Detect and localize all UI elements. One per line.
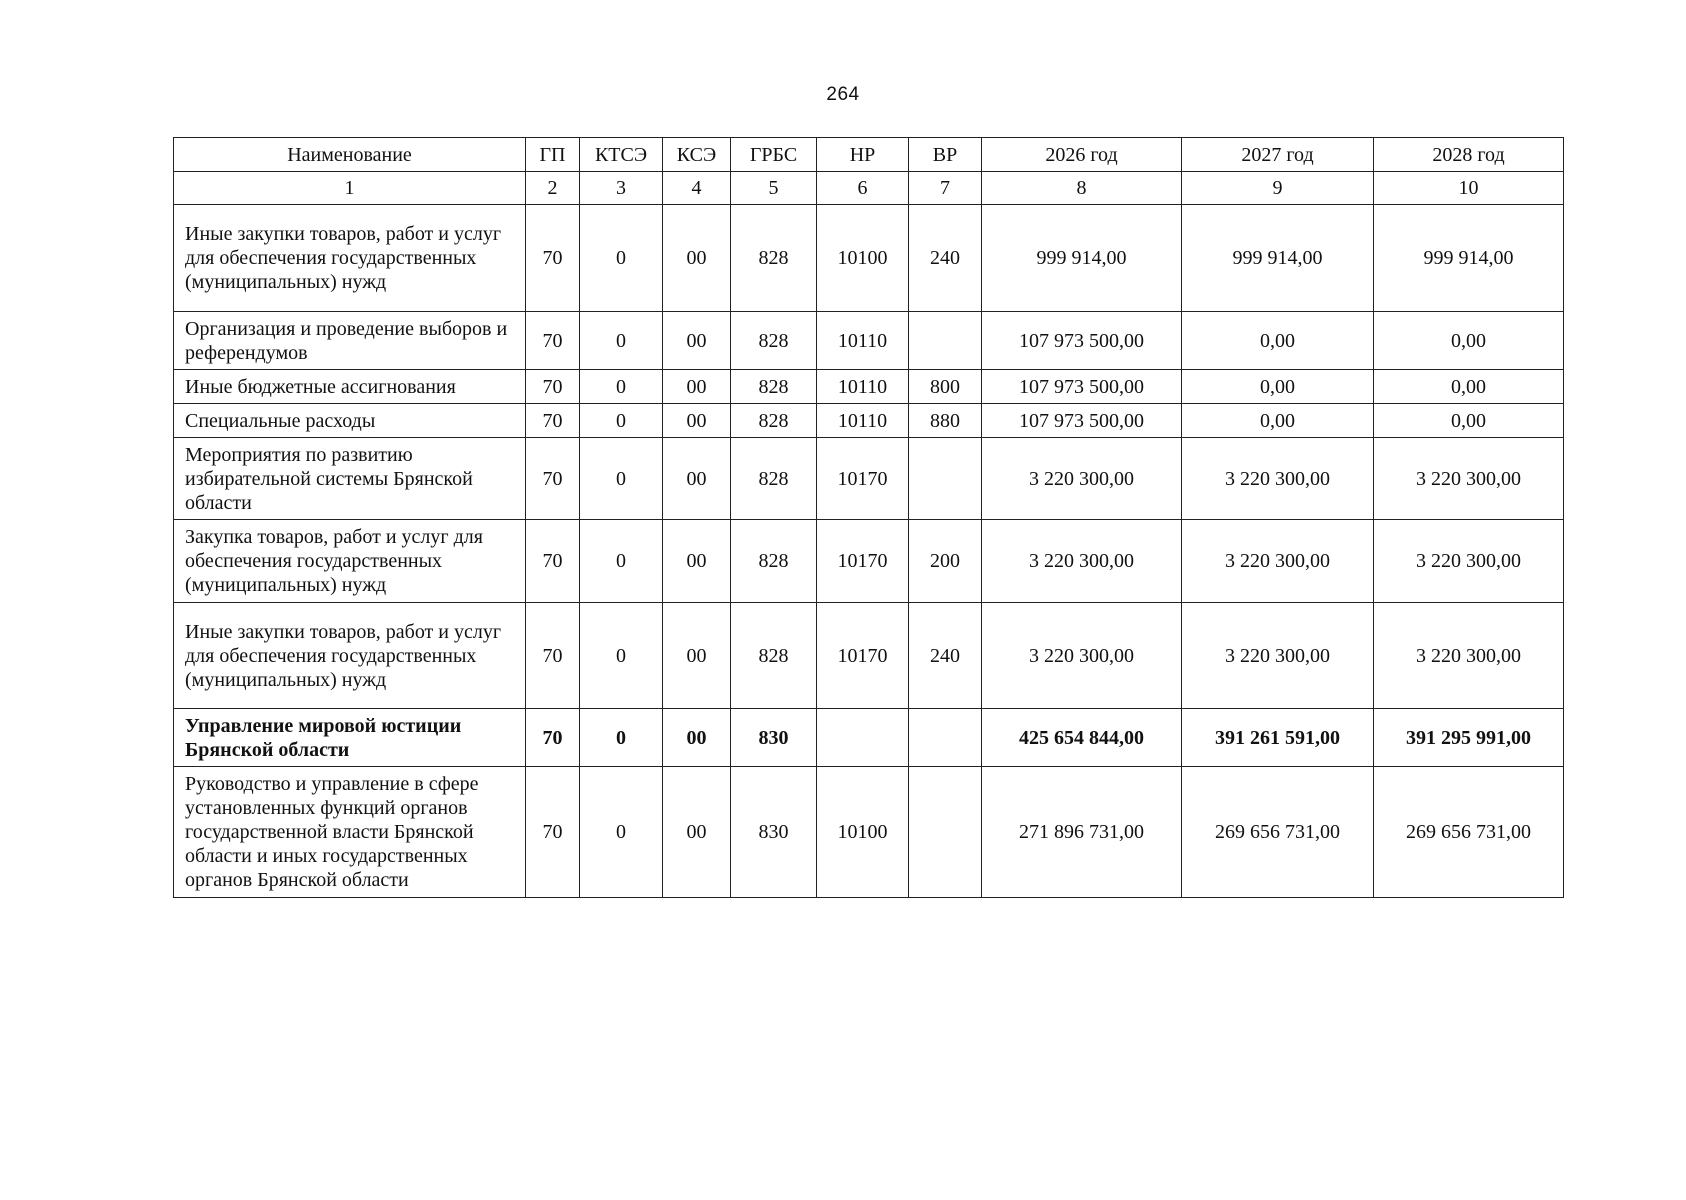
row-name-cell: Управление мировой юстиции Брянской области	[174, 709, 526, 767]
budget-table	[173, 137, 1564, 898]
grbs-cell: 830	[731, 709, 817, 767]
nr-cell: 10170	[817, 438, 909, 520]
amount-2028-cell: 269 656 731,00	[1374, 767, 1564, 898]
amount-2026-cell: 271 896 731,00	[982, 767, 1182, 898]
row-name-cell: Организация и проведение выборов и референдумов	[174, 312, 526, 370]
kse-cell: 00	[663, 404, 731, 438]
ktse-cell: 0	[580, 404, 663, 438]
table-row	[174, 767, 1564, 898]
row-name-cell: Закупка товаров, работ и услуг для обеспечения государственных (муниципальных) нужд	[174, 520, 526, 603]
column-header: 2026 год	[982, 138, 1182, 172]
amount-2027-cell: 269 656 731,00	[1182, 767, 1374, 898]
vr-cell: 240	[909, 205, 982, 312]
gp-cell: 70	[526, 709, 580, 767]
amount-2028-cell: 0,00	[1374, 370, 1564, 404]
table-row	[174, 312, 1564, 370]
column-number: 3	[580, 172, 663, 205]
amount-2027-cell: 999 914,00	[1182, 205, 1374, 312]
kse-cell: 00	[663, 370, 731, 404]
table-row	[174, 205, 1564, 312]
column-number: 9	[1182, 172, 1374, 205]
ktse-cell: 0	[580, 205, 663, 312]
amount-2027-cell: 0,00	[1182, 312, 1374, 370]
column-number-row	[174, 172, 1564, 205]
amount-2026-cell: 107 973 500,00	[982, 312, 1182, 370]
amount-2028-cell: 3 220 300,00	[1374, 438, 1564, 520]
kse-cell: 00	[663, 709, 731, 767]
vr-cell: 800	[909, 370, 982, 404]
gp-cell: 70	[526, 520, 580, 603]
vr-cell	[909, 709, 982, 767]
amount-2027-cell: 3 220 300,00	[1182, 520, 1374, 603]
column-number: 7	[909, 172, 982, 205]
column-header: ВР	[909, 138, 982, 172]
column-header: Наименование	[174, 138, 526, 172]
amount-2028-cell: 0,00	[1374, 312, 1564, 370]
nr-cell: 10110	[817, 312, 909, 370]
vr-cell	[909, 438, 982, 520]
ktse-cell: 0	[580, 312, 663, 370]
amount-2026-cell: 3 220 300,00	[982, 603, 1182, 709]
grbs-cell: 828	[731, 603, 817, 709]
nr-cell: 10110	[817, 404, 909, 438]
nr-cell: 10170	[817, 603, 909, 709]
ktse-cell: 0	[580, 767, 663, 898]
amount-2028-cell: 3 220 300,00	[1374, 603, 1564, 709]
column-header: ГП	[526, 138, 580, 172]
gp-cell: 70	[526, 404, 580, 438]
column-number: 1	[174, 172, 526, 205]
grbs-cell: 828	[731, 520, 817, 603]
column-number: 4	[663, 172, 731, 205]
amount-2027-cell: 0,00	[1182, 404, 1374, 438]
table-row	[174, 438, 1564, 520]
nr-cell: 10170	[817, 520, 909, 603]
amount-2026-cell: 999 914,00	[982, 205, 1182, 312]
amount-2026-cell: 107 973 500,00	[982, 370, 1182, 404]
column-number: 10	[1374, 172, 1564, 205]
amount-2026-cell: 3 220 300,00	[982, 438, 1182, 520]
column-header: 2028 год	[1374, 138, 1564, 172]
row-name-cell: Иные закупки товаров, работ и услуг для обеспечения государственных (муниципальных) нужд	[174, 205, 526, 312]
header-row	[174, 138, 1564, 172]
gp-cell: 70	[526, 312, 580, 370]
grbs-cell: 828	[731, 312, 817, 370]
nr-cell	[817, 709, 909, 767]
vr-cell: 880	[909, 404, 982, 438]
grbs-cell: 828	[731, 404, 817, 438]
ktse-cell: 0	[580, 438, 663, 520]
page-number: 264	[826, 84, 860, 105]
vr-cell	[909, 312, 982, 370]
amount-2027-cell: 391 261 591,00	[1182, 709, 1374, 767]
nr-cell: 10100	[817, 767, 909, 898]
grbs-cell: 828	[731, 438, 817, 520]
column-header: КТСЭ	[580, 138, 663, 172]
column-number: 6	[817, 172, 909, 205]
gp-cell: 70	[526, 370, 580, 404]
amount-2027-cell: 0,00	[1182, 370, 1374, 404]
amount-2026-cell: 3 220 300,00	[982, 520, 1182, 603]
grbs-cell: 828	[731, 205, 817, 312]
column-header: 2027 год	[1182, 138, 1374, 172]
amount-2028-cell: 3 220 300,00	[1374, 520, 1564, 603]
table-row	[174, 370, 1564, 404]
amount-2028-cell: 0,00	[1374, 404, 1564, 438]
table-row	[174, 404, 1564, 438]
amount-2026-cell: 107 973 500,00	[982, 404, 1182, 438]
kse-cell: 00	[663, 767, 731, 898]
vr-cell: 200	[909, 520, 982, 603]
row-name-cell: Иные бюджетные ассигнования	[174, 370, 526, 404]
gp-cell: 70	[526, 603, 580, 709]
column-number: 8	[982, 172, 1182, 205]
nr-cell: 10110	[817, 370, 909, 404]
ktse-cell: 0	[580, 520, 663, 603]
row-name-cell: Руководство и управление в сфере установленных функций органов государственной власти Брянской области и иных государственных органов Брянской области	[174, 767, 526, 898]
ktse-cell: 0	[580, 370, 663, 404]
column-header: ГРБС	[731, 138, 817, 172]
gp-cell: 70	[526, 205, 580, 312]
grbs-cell: 830	[731, 767, 817, 898]
column-header: НР	[817, 138, 909, 172]
table-row	[174, 520, 1564, 603]
row-name-cell: Мероприятия по развитию избирательной системы Брянской области	[174, 438, 526, 520]
row-name-cell: Иные закупки товаров, работ и услуг для обеспечения государственных (муниципальных) нужд	[174, 603, 526, 709]
amount-2027-cell: 3 220 300,00	[1182, 438, 1374, 520]
table-row	[174, 709, 1564, 767]
grbs-cell: 828	[731, 370, 817, 404]
kse-cell: 00	[663, 205, 731, 312]
amount-2026-cell: 425 654 844,00	[982, 709, 1182, 767]
column-header: КСЭ	[663, 138, 731, 172]
nr-cell: 10100	[817, 205, 909, 312]
amount-2027-cell: 3 220 300,00	[1182, 603, 1374, 709]
ktse-cell: 0	[580, 603, 663, 709]
gp-cell: 70	[526, 767, 580, 898]
column-number: 5	[731, 172, 817, 205]
gp-cell: 70	[526, 438, 580, 520]
kse-cell: 00	[663, 520, 731, 603]
kse-cell: 00	[663, 438, 731, 520]
ktse-cell: 0	[580, 709, 663, 767]
kse-cell: 00	[663, 312, 731, 370]
table-row	[174, 603, 1564, 709]
kse-cell: 00	[663, 603, 731, 709]
amount-2028-cell: 999 914,00	[1374, 205, 1564, 312]
vr-cell	[909, 767, 982, 898]
row-name-cell: Специальные расходы	[174, 404, 526, 438]
amount-2028-cell: 391 295 991,00	[1374, 709, 1564, 767]
column-number: 2	[526, 172, 580, 205]
vr-cell: 240	[909, 603, 982, 709]
